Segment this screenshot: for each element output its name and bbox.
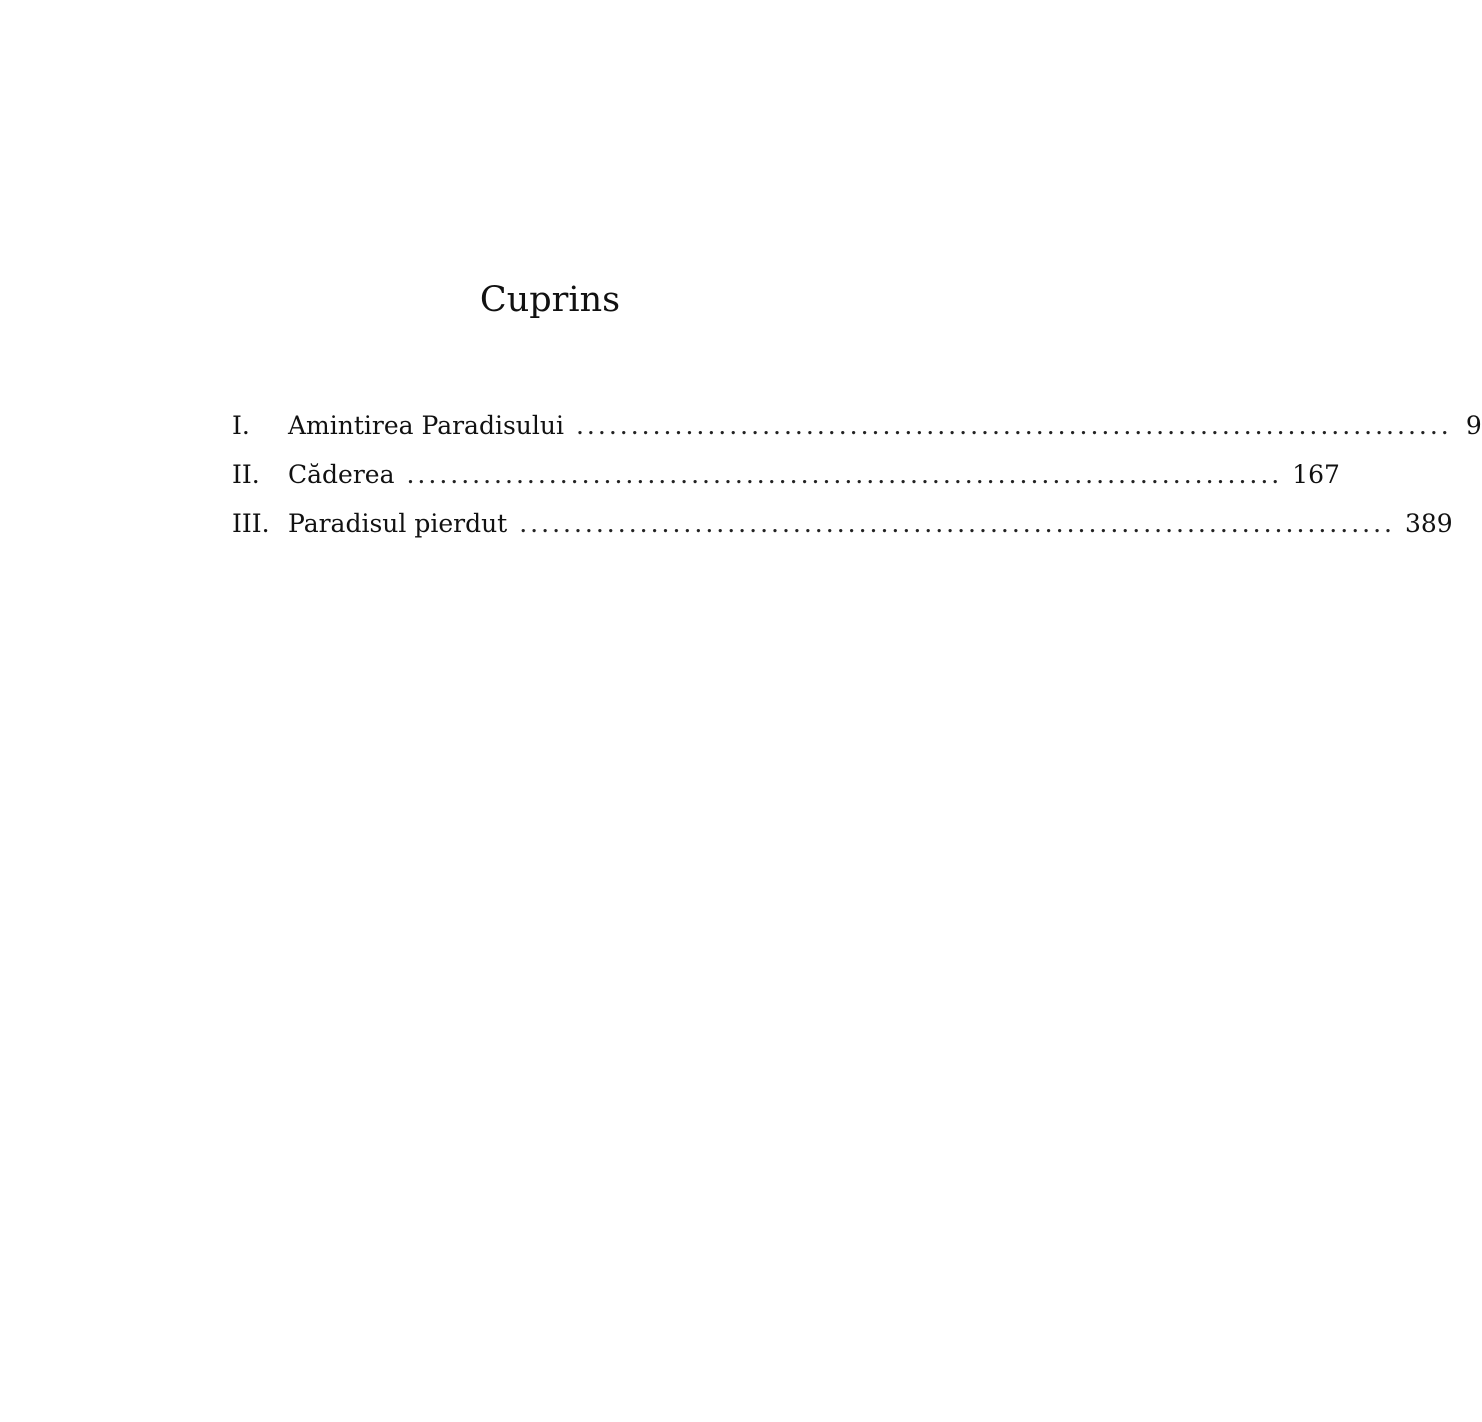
table-of-contents [232, 406, 1482, 553]
toc-entry-title: Amintirea Paradisului [288, 411, 564, 440]
toc-entry-page: 9 [1465, 411, 1482, 440]
toc-dot-leader: ................................................................................ [575, 411, 1452, 440]
toc-entry [232, 406, 1482, 455]
toc-entry-number: II. [232, 460, 260, 489]
toc-entry-title: Paradisul pierdut [288, 509, 508, 538]
toc-entry [232, 455, 1340, 504]
toc-entry-number: III. [232, 509, 270, 538]
toc-entry [232, 504, 1453, 553]
toc-entry-page: 167 [1292, 460, 1340, 489]
toc-entry-page: 389 [1404, 509, 1453, 538]
toc-entry-title: Căderea [288, 460, 395, 489]
toc-entry-number: I. [232, 411, 250, 440]
toc-dot-leader: ................................................................................ [519, 509, 1395, 538]
toc-dot-leader: ................................................................................ [406, 460, 1283, 489]
page-title: Cuprins [479, 280, 621, 320]
